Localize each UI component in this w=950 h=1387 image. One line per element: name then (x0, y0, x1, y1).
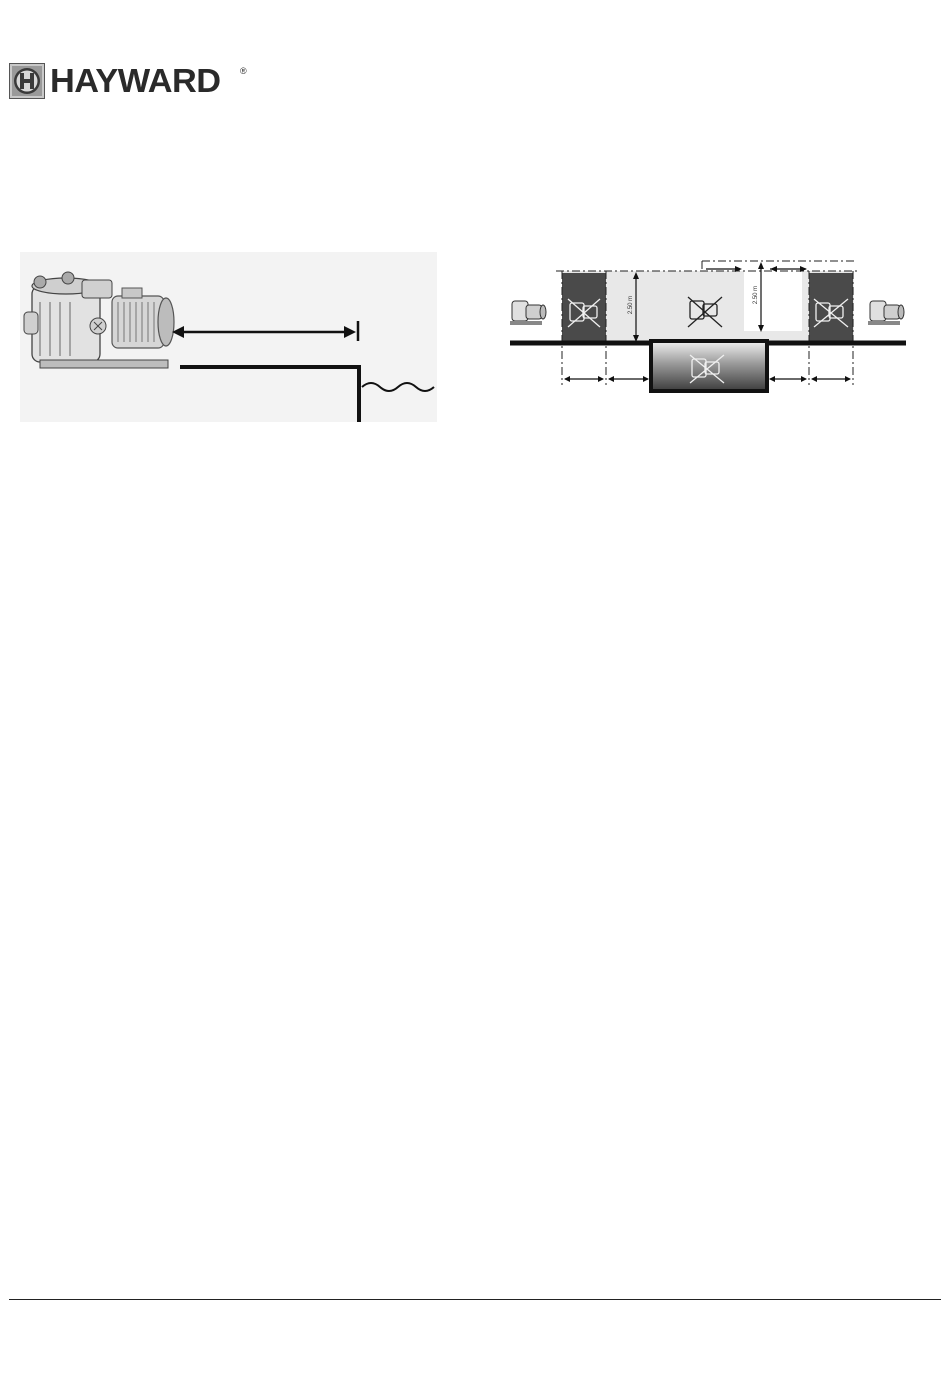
height-label-right: 2.50 m (753, 285, 759, 305)
pump-allowed-right-icon (868, 301, 904, 325)
safety-zone-diagram (508, 255, 910, 397)
registered-mark: ® (240, 66, 247, 76)
hayward-logo (9, 62, 247, 100)
height-label-left: 2.50 m (628, 295, 634, 315)
footer-divider (9, 1299, 941, 1300)
brand-name: HAYWARD (50, 62, 221, 99)
pump-distance-figure (20, 252, 437, 422)
pump-allowed-left-icon (510, 301, 546, 325)
hayward-badge-icon (9, 63, 45, 99)
